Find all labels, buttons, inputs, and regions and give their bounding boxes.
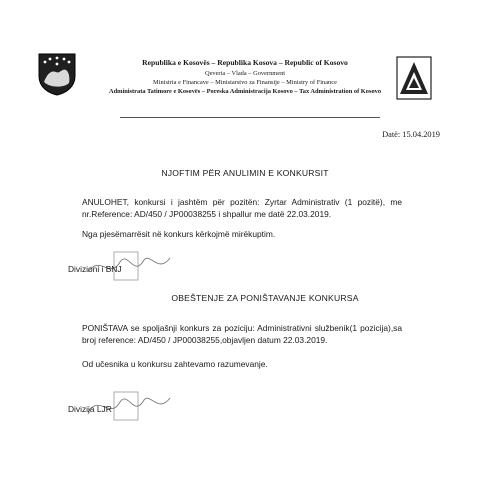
serbian-signature: Divizija LJR xyxy=(68,404,112,414)
header-government: Qeveria – Vlada – Government xyxy=(204,70,286,77)
document-date: Datë: 15.04.2019 xyxy=(382,130,440,139)
header-ministry: Ministria e Financave – Ministarstvo za Finansije – Ministry of Finance xyxy=(153,79,337,86)
serbian-title: OBEŠTENJE ZA PONIŠTAVANJE KONKURSA xyxy=(171,293,359,303)
albanian-paragraph: ANULOHET, konkursi i jashtëm për pozitën: Zyrtar Administrativ (1 pozitë), me nr.Reference: AD/450 / JP00038255 i shpallur me datë 22.03.2019. xyxy=(82,197,402,219)
albanian-apology: Nga pjesëmarrësit në konkurs kërkojmë mirëkuptim. xyxy=(82,229,276,239)
header-tax-administration: Administrata Tatimore e Kosovës – Poreska Administracija Kosovo – Tax Administration of Kosovo xyxy=(108,88,382,95)
albanian-title: NJOFTIM PËR ANULIMIN E KONKURSIT xyxy=(161,168,329,178)
albanian-signature: Divizioni i BNJ xyxy=(68,264,122,274)
header-divider xyxy=(120,117,380,118)
kosovo-emblem-icon xyxy=(36,52,78,96)
serbian-apology: Od učesnika u konkursu zahtevamo razumevanje. xyxy=(82,359,268,369)
tax-administration-logo-icon xyxy=(396,56,432,100)
serbian-paragraph: PONIŠTAVA se spoljašnji konkurs za poziciju: Administrativni službenik(1 pozicija),sa broj reference: AD/450 / JP00038255,objavljen datum 22.03.2019. xyxy=(82,323,402,345)
header-republic: Republika e Kosovës – Republika Kosova – Republic of Kosovo xyxy=(142,58,348,67)
